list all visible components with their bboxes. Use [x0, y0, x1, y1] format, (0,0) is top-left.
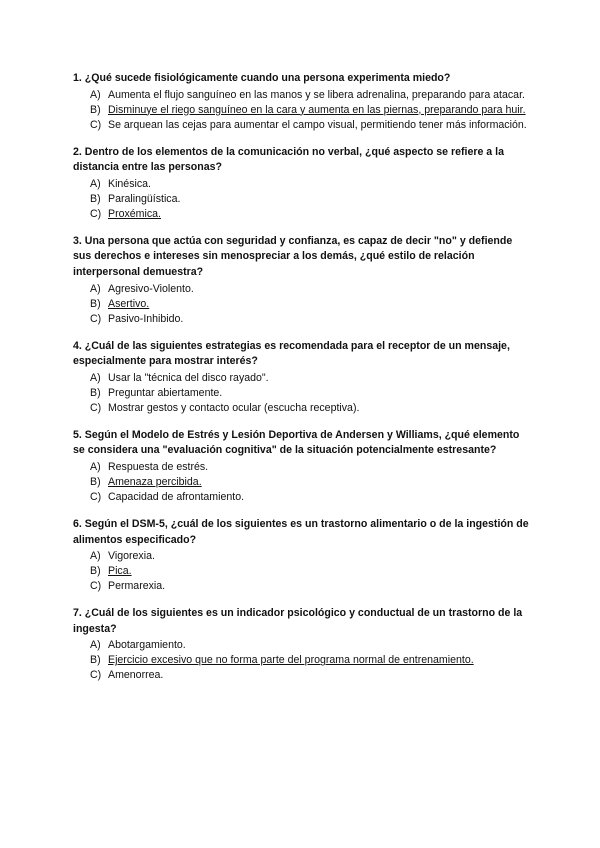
question-text	[73, 71, 533, 87]
answer-option	[73, 579, 533, 594]
option-text-correct: Pica.	[108, 565, 132, 578]
option-text: Paralingüística.	[108, 192, 181, 205]
question-statement: ¿Cuál de los siguientes es un indicador psicológico y conductual de un trastorno de la ingesta?	[73, 607, 523, 635]
option-text: Respuesta de estrés.	[108, 460, 209, 473]
question-number: 3.	[73, 234, 82, 247]
option-list	[73, 282, 533, 327]
question-text	[73, 606, 533, 637]
option-text: Vigorexia.	[108, 550, 155, 563]
option-letter: B)	[90, 386, 101, 399]
option-letter: B)	[90, 297, 101, 310]
option-text: Permarexia.	[108, 580, 166, 593]
question-number: 7.	[73, 607, 82, 620]
option-text: Se arquean las cejas para aumentar el campo visual, permitiendo tener más información.	[108, 118, 527, 131]
option-text-correct: Disminuye el riego sanguíneo en la cara y aumenta en las piernas, preparando para huir.	[108, 103, 526, 116]
answer-option	[73, 312, 533, 327]
option-letter: A)	[90, 550, 101, 563]
answer-option	[73, 282, 533, 297]
option-list	[73, 638, 533, 683]
answer-option	[73, 638, 533, 653]
question-text	[73, 428, 533, 459]
option-letter: A)	[90, 460, 101, 473]
answer-option	[73, 177, 533, 192]
option-letter: B)	[90, 192, 101, 205]
option-list	[73, 371, 533, 416]
answer-option	[73, 460, 533, 475]
option-text-correct: Ejercicio excesivo que no forma parte del programa normal de entrenamiento.	[108, 654, 474, 667]
option-letter: C)	[90, 580, 102, 593]
option-letter: A)	[90, 371, 101, 384]
question-text	[73, 234, 533, 281]
answer-option	[73, 653, 533, 668]
question-2	[73, 145, 533, 222]
answer-option	[73, 386, 533, 401]
question-statement: Según el DSM-5, ¿cuál de los siguientes es un trastorno alimentario o de la ingestión de alimentos especificado?	[73, 517, 529, 546]
question-4	[73, 339, 533, 416]
option-text: Pasivo-Inhibido.	[108, 312, 184, 325]
option-letter: C)	[90, 401, 102, 414]
question-6	[73, 517, 533, 594]
option-letter: B)	[90, 103, 101, 116]
option-text-correct: Proxémica.	[108, 207, 161, 220]
question-statement: ¿Cuál de las siguientes estrategias es recomendada para el receptor de un mensaje, especialmente para mostrar interés?	[73, 339, 510, 368]
question-statement: Según el Modelo de Estrés y Lesión Deportiva de Andersen y Williams, ¿qué elemento se considera una "evaluación cognitiva" de la situación potencialmente estresante?	[73, 428, 520, 457]
option-letter: A)	[90, 88, 101, 101]
option-list	[73, 88, 533, 133]
option-list	[73, 460, 533, 505]
answer-option	[73, 668, 533, 683]
option-letter: C)	[90, 118, 102, 131]
question-number: 2.	[73, 145, 82, 158]
answer-option	[73, 475, 533, 490]
answer-option	[73, 371, 533, 386]
question-statement: ¿Qué sucede fisiológicamente cuando una persona experimenta miedo?	[84, 72, 451, 84]
option-text: Usar la "técnica del disco rayado".	[108, 371, 269, 384]
answer-option	[73, 564, 533, 579]
question-text	[73, 339, 533, 370]
option-text: Preguntar abiertamente.	[108, 386, 223, 399]
option-text: Amenorrea.	[108, 669, 164, 682]
option-text: Mostrar gestos y contacto ocular (escucha receptiva).	[108, 401, 360, 414]
answer-option	[73, 401, 533, 416]
option-letter: A)	[90, 177, 101, 190]
option-list	[73, 549, 533, 594]
option-list	[73, 177, 533, 222]
question-statement: Una persona que actúa con seguridad y confianza, es capaz de decir "no" y defiende sus derechos e intereses sin menospreciar a los demás, ¿qué estilo de relación interpersonal demuestra?	[73, 234, 513, 278]
option-text: Agresivo-Violento.	[108, 282, 194, 295]
question-5	[73, 428, 533, 505]
option-text: Abotargamiento.	[108, 639, 186, 652]
question-number: 4.	[73, 339, 82, 352]
option-letter: B)	[90, 654, 101, 667]
option-letter: B)	[90, 475, 101, 488]
question-number: 1.	[73, 72, 82, 84]
question-text	[73, 517, 533, 548]
answer-option	[73, 207, 533, 222]
question-number: 6.	[73, 517, 82, 530]
question-text	[73, 145, 533, 176]
question-3	[73, 234, 533, 327]
option-letter: C)	[90, 207, 102, 220]
option-letter: A)	[90, 282, 101, 295]
question-list	[73, 71, 533, 695]
answer-option	[73, 103, 533, 118]
option-text: Kinésica.	[108, 177, 151, 190]
option-text-correct: Asertivo.	[108, 297, 150, 310]
question-7	[73, 606, 533, 683]
answer-option	[73, 88, 533, 103]
question-1	[73, 71, 533, 133]
answer-option	[73, 297, 533, 312]
option-letter: A)	[90, 639, 101, 652]
option-letter: C)	[90, 669, 102, 682]
question-statement: Dentro de los elementos de la comunicación no verbal, ¿qué aspecto se refiere a la distancia entre las personas?	[73, 145, 504, 174]
answer-option	[73, 549, 533, 564]
option-letter: B)	[90, 565, 101, 578]
option-text-correct: Amenaza percibida.	[108, 475, 202, 488]
option-text: Aumenta el flujo sanguíneo en las manos y se libera adrenalina, preparando para atacar.	[108, 88, 525, 101]
question-number: 5.	[73, 428, 82, 441]
option-letter: C)	[90, 490, 102, 503]
answer-option	[73, 490, 533, 505]
option-text: Capacidad de afrontamiento.	[108, 490, 245, 503]
answer-option	[73, 192, 533, 207]
answer-option	[73, 118, 533, 133]
option-letter: C)	[90, 312, 102, 325]
